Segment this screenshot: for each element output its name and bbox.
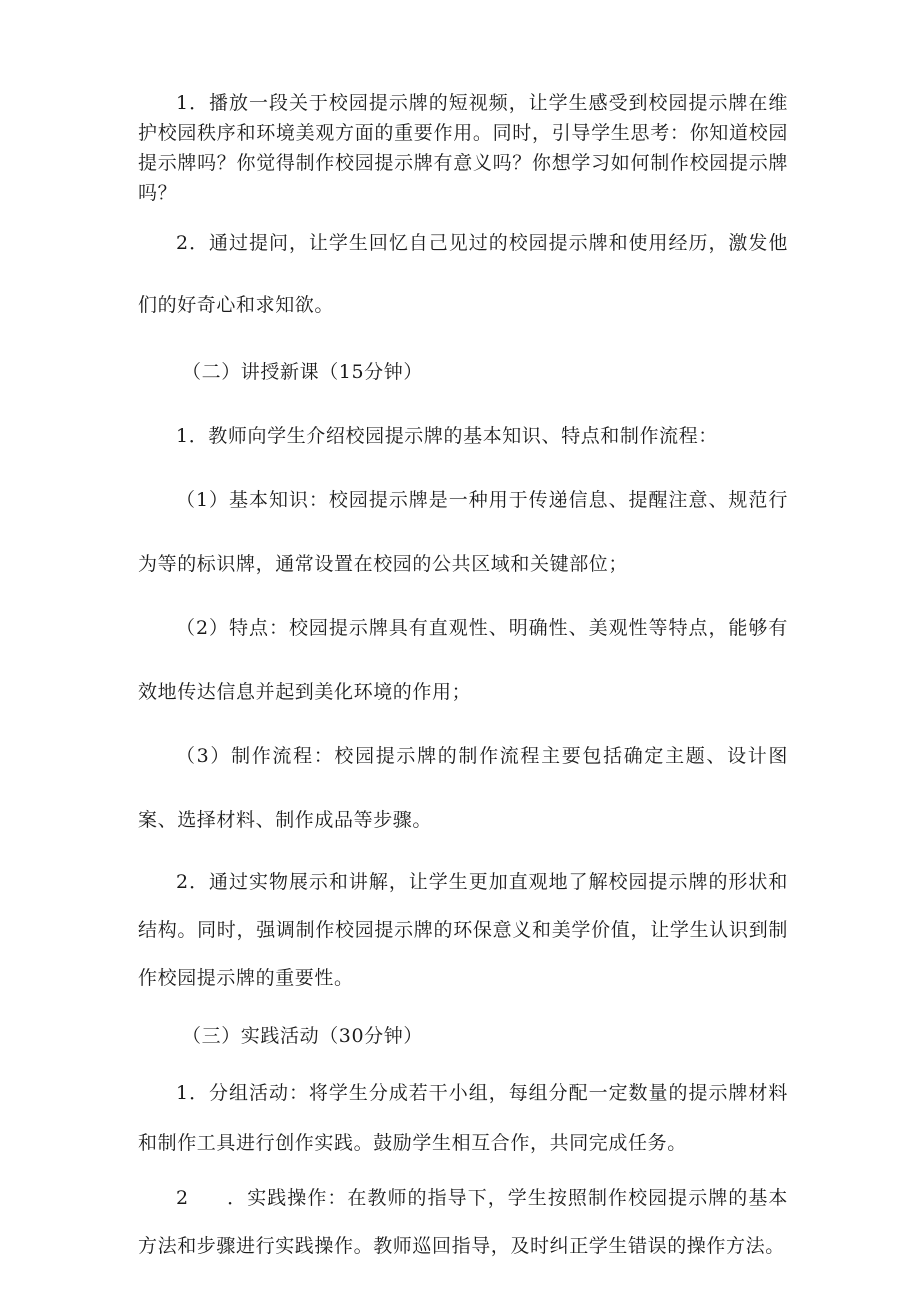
paragraph-basic-knowledge: （1）基本知识：校园提示牌是一种用于传递信息、提醒注意、规范行为等的标识牌，通常设置在校园的公共区域和关键部位； — [138, 489, 788, 575]
paragraph-practice-operation — [138, 1174, 788, 1270]
paragraph-body: ．实践操作：在教师的指导下，学生按照制作校园提示牌的基本方法和步骤进行实践操作。教师巡回指导，及时纠正学生错误的操作方法。 — [138, 1187, 788, 1257]
paragraph-process: （3）制作流程：校园提示牌的制作流程主要包括确定主题、设计图案、选择材料、制作成品等步骤。 — [138, 745, 788, 831]
section-heading-teaching: （二）讲授新课（15分钟） — [182, 361, 423, 383]
paragraph-number: 2 — [176, 1187, 189, 1209]
section-heading-practice: （三）实践活动（30分钟） — [182, 1025, 423, 1047]
document-page — [138, 88, 788, 1270]
paragraph-teacher-intro: 1．教师向学生介绍校园提示牌的基本知识、特点和制作流程： — [176, 425, 718, 447]
paragraph-group-activity: 1．分组活动：将学生分成若干小组，每组分配一定数量的提示牌材料和制作工具进行创作实践。鼓励学生相互合作，共同完成任务。 — [138, 1082, 788, 1154]
paragraph-demonstration: 2．通过实物展示和讲解，让学生更加直观地了解校园提示牌的形状和结构。同时，强调制作校园提示牌的环保意义和美学价值，让学生认识到制作校园提示牌的重要性。 — [138, 871, 788, 989]
paragraph-features: （2）特点：校园提示牌具有直观性、明确性、美观性等特点，能够有效地传达信息并起到美化环境的作用； — [138, 617, 788, 703]
paragraph-question-recall: 2．通过提问，让学生回忆自己见过的校园提示牌和使用经历，激发他们的好奇心和求知欲。 — [138, 232, 788, 316]
paragraph-video-intro: 1．播放一段关于校园提示牌的短视频，让学生感受到校园提示牌在维护校园秩序和环境美观方面的重要作用。同时，引导学生思考：你知道校园提示牌吗？你觉得制作校园提示牌有意义吗？你想学习如何制作校园提示牌吗？ — [138, 92, 788, 204]
